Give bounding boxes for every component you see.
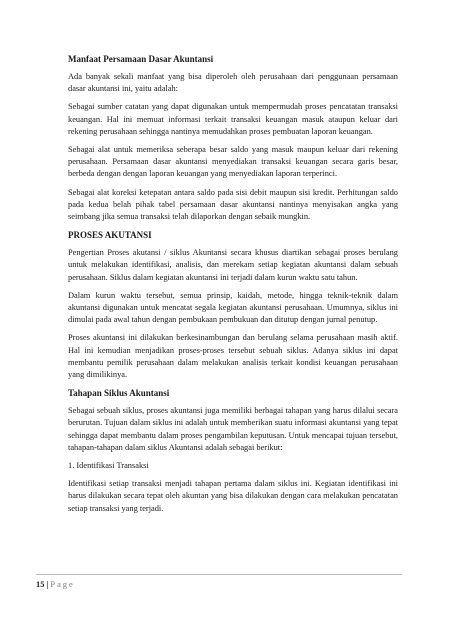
footer-separator: | <box>46 580 49 589</box>
footer-divider <box>36 574 402 575</box>
paragraph: Sebagai alat untuk memeriksa seberapa besar saldo yang masuk maupun keluar dari rekening perusahaan. Persamaan dasar akuntansi menyediakan transaksi keuangan secara garis besar, berbeda dengan dengan laporan keuangan yang menyediakan laporan terperinci. <box>68 145 398 179</box>
page-number: 15 <box>36 580 45 589</box>
list-item: 1. Identifikasi Transaksi <box>68 461 149 471</box>
paragraph: Identifikasi setiap transaksi menjadi tahapan pertama dalam siklus ini. Kegiatan identifikasi ini harus dilakukan secara tepat oleh akuntan yang bisa dilakukan dengan cara melakukan pencatatan setiap transaksi yang terjadi. <box>68 479 398 513</box>
section-heading-manfaat: Manfaat Persamaan Dasar Akuntansi <box>68 54 214 64</box>
paragraph: Pengertian Proses akutansi / siklus Akuntansi secara khusus diartikan sebagai proses berulang untuk melakukan identifikasi, analisis, dan merekam setiap kegiatan akuntansi dalam sebuah perusahaan. Siklus dalam kegiatan akuntansi ini terjadi dalam kurun waktu satu tahun. <box>68 248 398 282</box>
paragraph: Ada banyak sekali manfaat yang bisa diperoleh oleh perusahaan dari penggunaan persamaan dasar akuntansi ini, yaitu adalah: <box>68 72 398 94</box>
page-content <box>68 53 398 515</box>
section-heading-proses: PROSES AKUTANSI <box>68 230 152 241</box>
paragraph: Sebagai sumber catatan yang dapat digunakan untuk mempermudah proses pencatatan transaksi keuangan. Hal ini memuat informasi terkait transaksi keuangan masuk ataupun keluar dari rekening perusahaan sehingga nantinya memudahkan proses pembuatan laporan keuangan. <box>68 102 398 136</box>
paragraph: Proses akuntansi ini dilakukan berkesinambungan dan berulang selama perusahaan masih aktif. Hal ini kemudian menjadikan proses-proses tersebut sebuah siklus. Adanya siklus ini dapat membantu pemilik perusahaan dalam melakukan analisis terkait kondisi keuangan perusahaan yang dimilikinya. <box>68 333 398 380</box>
paragraph: Dalam kurun waktu tersebut, semua prinsip, kaidah, metode, hingga teknik-teknik dalam akuntansi digunakan untuk mencatat segala kegiatan akuntansi perusahaan. Umumnya, siklus ini dimulai pada awal tahun dengan pembukaan pembukuan dan ditutup dengan jurnal penutup. <box>68 290 398 325</box>
page-label: Page <box>50 580 75 589</box>
paragraph: Sebagai sebuah siklus, proses akuntansi juga memiliki berbagai tahapan yang harus dilalui secara berurutan. Tujuan dalam siklus ini adalah untuk memberikan suatu informasi akuntansi yang tepat sehingga dapat membantu dalam proses pengambilan keputusan. Untuk mencapai tujuan tersebut, tahapan-tahapan dalam siklus Akuntansi adalah sebagai berikut: <box>68 406 398 452</box>
section-heading-tahapan: Tahapan Siklus Akuntansi <box>68 388 170 399</box>
paragraph: Sebagai alat koreksi ketepatan antara saldo pada sisi debit maupun sisi kredit. Perhitungan saldo pada kedua belah pihak tabel persamaan dasar akuntansi nantinya menyisakan angka yang seimbang jika semua transaksi telah dilaporkan dengan sebaik mungkin. <box>68 187 398 222</box>
page-footer <box>36 579 75 590</box>
